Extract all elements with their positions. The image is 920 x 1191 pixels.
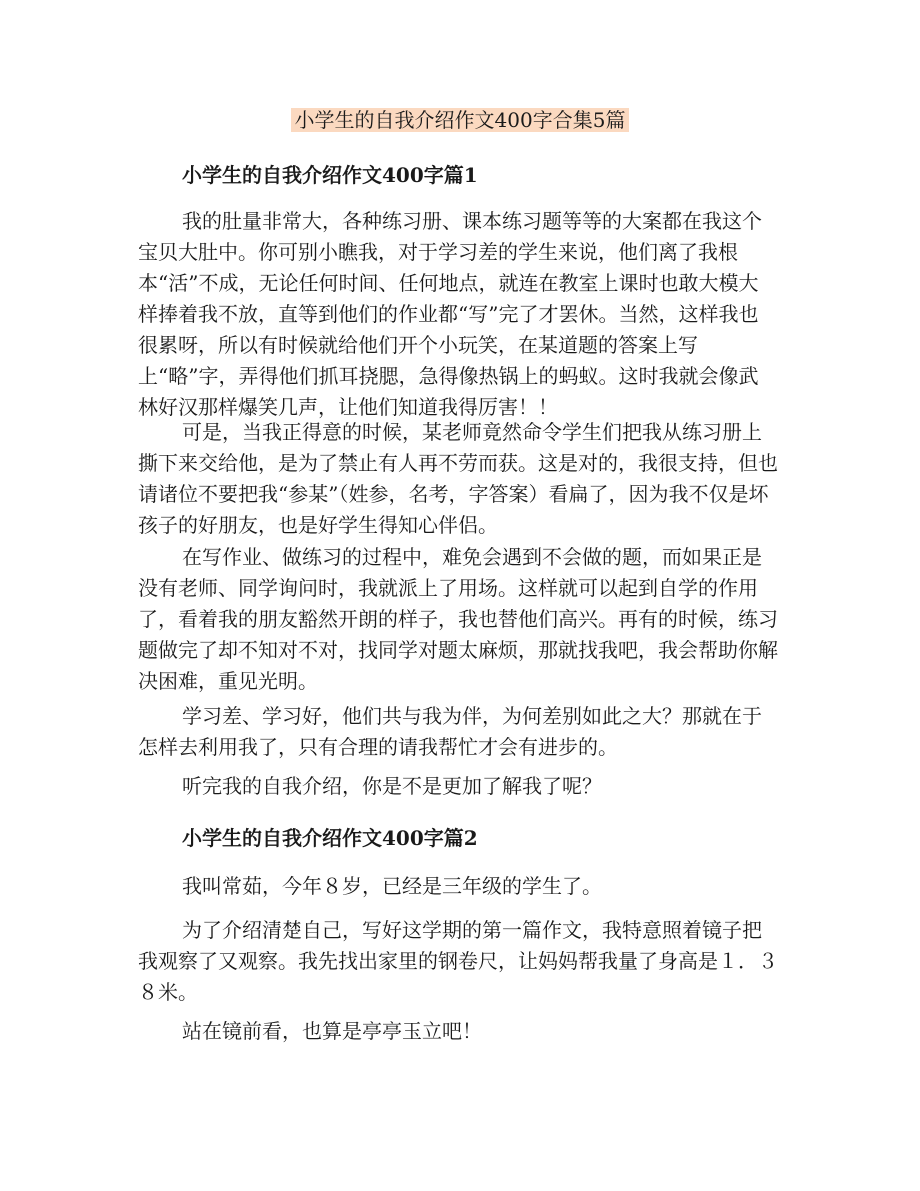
section-1-paragraph-2: 可是，当我正得意的时候，某老师竟然命令学生们把我从练习册上撕下来交给他，是为了禁止有人再不劳而获。这是对的，我很支持，但也请诸位不要把我“参某”（姓参，名考，字答案）看扁了，因为我不仅是坏孩子的好朋友，也是好学生得知心伴侣。 [138, 420, 778, 537]
section-1-paragraph-5: 听完我的自我介绍，你是不是更加了解我了呢？ [182, 774, 602, 798]
section-1-heading: 小学生的自我介绍作文400字篇1 [182, 163, 478, 187]
section-1-paragraph-3: 在写作业、做练习的过程中，难免会遇到不会做的题，而如果正是没有老师、同学询问时，我就派上了用场。这样就可以起到自学的作用了，看着我的朋友豁然开朗的样子，我也替他们高兴。再有的时候，练习题做完了却不知对不对，找同学对题太麻烦，那就找我吧，我会帮助你解决困难，重见光明。 [138, 545, 778, 693]
section-2-paragraph-1: 我叫常茹，今年８岁，已经是三年级的学生了。 [182, 874, 602, 898]
section-1-paragraph-1: 我的肚量非常大，各种练习册、课本练习题等等的大案都在我这个宝贝大肚中。你可别小瞧我，对于学习差的学生来说，他们离了我根本“活”不成，无论任何时间、任何地点，就连在教室上课时也敢大模大样捧着我不放，直等到他们的作业都“写”完了才罢休。当然，这样我也很累呀，所以有时候就给他们开个小玩笑，在某道题的答案上写上“略”字，弄得他们抓耳挠腮，急得像热锅上的蚂蚁。这时我就会像武林好汉那样爆笑几声，让他们知道我得厉害！！ [138, 209, 762, 419]
section-2-paragraph-3: 站在镜前看，也算是亭亭玉立吧！ [182, 1019, 482, 1043]
section-2-paragraph-2: 为了介绍清楚自己，写好这学期的第一篇作文，我特意照着镜子把我观察了又观察。我先找出家里的钢卷尺，让妈妈帮我量了身高是１．３８米。 [138, 918, 778, 1004]
section-2-heading: 小学生的自我介绍作文400字篇2 [182, 826, 478, 850]
section-1-paragraph-4: 学习差、学习好，他们共与我为伴，为何差别如此之大？那就在于怎样去利用我了，只有合理的请我帮忙才会有进步的。 [138, 704, 762, 759]
document-title [0, 106, 920, 134]
document-title-text: 小学生的自我介绍作文400字合集5篇 [291, 108, 630, 132]
